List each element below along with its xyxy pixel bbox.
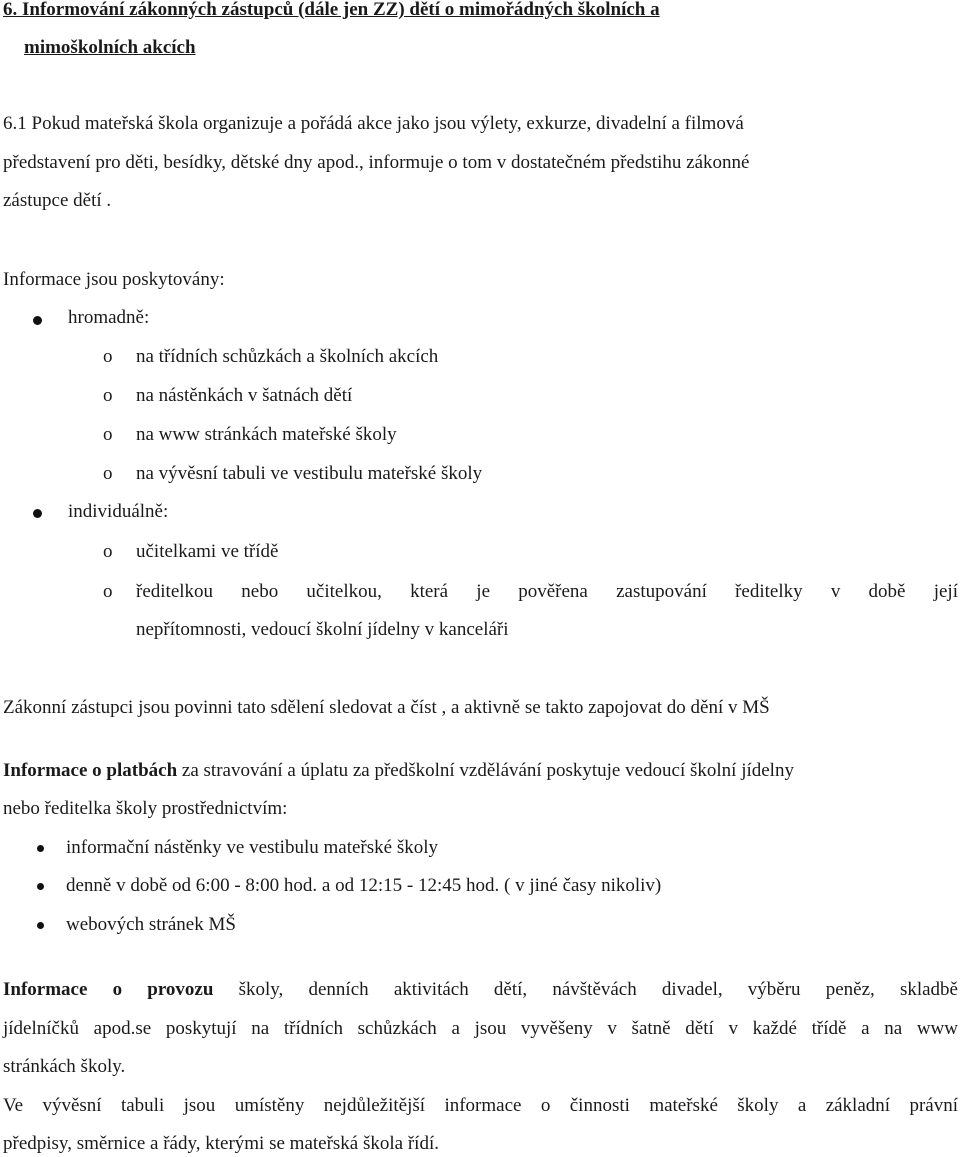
- board-line-1: Ve vývěsní tabuli jsou umístěny nejdůležitější informace o činnosti mateřské školy a základní právní: [3, 1095, 958, 1116]
- individual-item: učitelkami ve třídě: [136, 541, 279, 562]
- payments-line-1: [3, 759, 958, 783]
- payments-bold: Informace o platbách: [3, 760, 178, 781]
- sub-bullet-icon: o: [103, 346, 113, 367]
- individual-item-continuation: nepřítomnosti, vedoucí školní jídelny v kanceláři: [136, 619, 509, 640]
- bullet-icon: [37, 883, 44, 890]
- mass-label: hromadně:: [68, 307, 150, 328]
- heading-line-1: 6. Informování zákonných zástupců (dále jen ZZ) dětí o mimořádných školních a: [3, 0, 660, 20]
- individual-label: individuálně:: [68, 501, 169, 522]
- mass-item: na třídních schůzkách a školních akcích: [136, 346, 439, 367]
- section-6-1-line-2: představení pro děti, besídky, dětské dny apod., informuje o tom v dostatečném předstihu zákonné: [3, 152, 750, 173]
- individual-item: ředitelkou nebo učitelkou, která je pověřena zastupování ředitelky v době její: [136, 581, 958, 602]
- sub-bullet-icon: o: [103, 463, 113, 484]
- sub-bullet-icon: o: [103, 581, 113, 602]
- section-6-1-line-3: zástupce dětí .: [3, 190, 112, 211]
- payments-item: denně v době od 6:00 - 8:00 hod. a od 12:15 - 12:45 hod. ( v jiné časy nikoliv): [66, 875, 662, 896]
- bullet-icon: [37, 845, 44, 852]
- payments-item: webových stránek MŠ: [66, 914, 236, 935]
- operation-rest: školy, denních aktivitách dětí, návštěvách divadel, výběru peněz, skladbě: [213, 979, 958, 1000]
- mass-item: na www stránkách mateřské školy: [136, 424, 397, 445]
- operation-line-1: [3, 978, 958, 1002]
- heading-line-2: mimoškolních akcích: [24, 37, 196, 58]
- section-6-1-line-1: 6.1 Pokud mateřská škola organizuje a pořádá akce jako jsou výlety, exkurze, divadelní a filmová: [3, 113, 744, 134]
- payments-rest: za stravování a úplatu za předškolní vzdělávání poskytuje vedoucí školní jídelny: [177, 760, 794, 781]
- payments-item: informační nástěnky ve vestibulu mateřské školy: [66, 837, 438, 858]
- sub-bullet-icon: o: [103, 385, 113, 406]
- bullet-icon: [33, 509, 42, 518]
- operation-line-3: stránkách školy.: [3, 1056, 126, 1077]
- operation-line-2: jídelníčků apod.se poskytují na třídních schůzkách a jsou vyvěšeny v šatně dětí v každé třídě a na www: [3, 1018, 958, 1039]
- payments-line-2: nebo ředitelka školy prostřednictvím:: [3, 798, 288, 819]
- sub-bullet-icon: o: [103, 541, 113, 562]
- mass-item: na nástěnkách v šatnách dětí: [136, 385, 353, 406]
- mass-item: na vývěsní tabuli ve vestibulu mateřské školy: [136, 463, 483, 484]
- info-heading: Informace jsou poskytovány:: [3, 269, 225, 290]
- duty-statement: Zákonní zástupci jsou povinni tato sdělení sledovat a číst , a aktivně se takto zapojovat do dění v MŠ: [3, 697, 770, 718]
- board-line-2: předpisy, směrnice a řády, kterými se mateřská škola řídí.: [3, 1133, 439, 1154]
- operation-bold: Informace o provozu: [3, 979, 214, 1000]
- sub-bullet-icon: o: [103, 424, 113, 445]
- bullet-icon: [37, 922, 44, 929]
- bullet-icon: [33, 316, 42, 325]
